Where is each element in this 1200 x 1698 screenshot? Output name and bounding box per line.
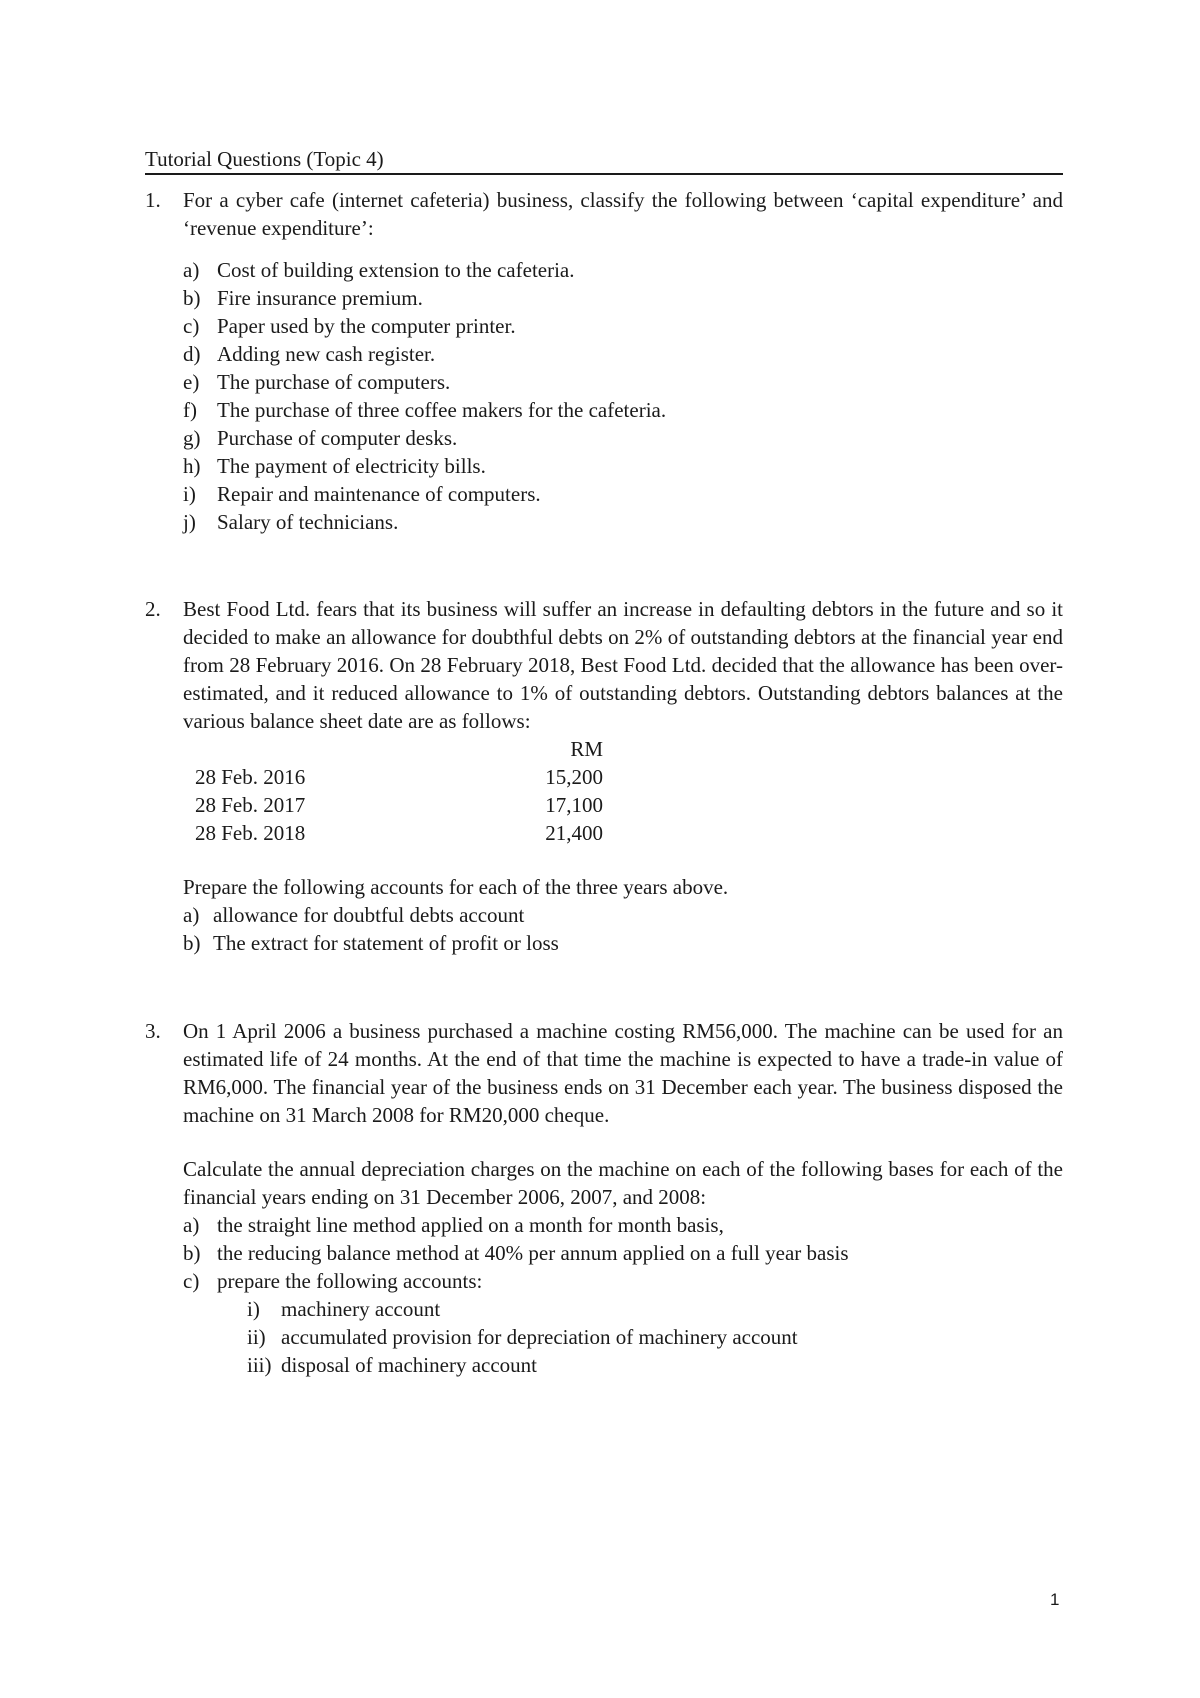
list-item (183, 929, 1063, 957)
question-instruction: Prepare the following accounts for each of the three years above. (183, 875, 729, 899)
item-label: a) (183, 903, 200, 927)
item-text: Purchase of computer desks. (217, 426, 458, 450)
list-item (183, 452, 1063, 480)
list-item (247, 1351, 1063, 1379)
item-label: ii) (247, 1325, 266, 1349)
item-label: e) (183, 370, 200, 394)
question-intro: For a cyber cafe (internet cafeteria) business, classify the following between ‘capital expenditure’ and ‘revenue expenditure’: (183, 188, 1063, 240)
item-label: b) (183, 286, 201, 310)
list-item (183, 256, 1063, 284)
balance-amount: 15,200 (545, 765, 603, 789)
item-label: d) (183, 342, 201, 366)
balance-amount: 17,100 (545, 793, 603, 817)
question-number: 2. (145, 597, 161, 621)
item-text: Fire insurance premium. (217, 286, 423, 310)
item-label: f) (183, 398, 197, 422)
list-item (247, 1323, 1063, 1351)
list-item (183, 368, 1063, 396)
item-text: The purchase of computers. (217, 370, 451, 394)
item-label: c) (183, 314, 200, 338)
list-item (183, 312, 1063, 340)
item-text: Repair and maintenance of computers. (217, 482, 541, 506)
item-label: a) (183, 258, 200, 282)
balance-date: 28 Feb. 2017 (195, 793, 306, 817)
question-3 (145, 1017, 1063, 1379)
item-label: h) (183, 454, 201, 478)
item-label: i) (183, 482, 196, 506)
list-item (183, 1267, 1063, 1295)
item-text: The purchase of three coffee makers for the cafeteria. (217, 398, 667, 422)
classification-list (183, 256, 1063, 536)
question-number: 3. (145, 1019, 161, 1043)
currency-header: RM (570, 737, 603, 761)
item-label: c) (183, 1269, 200, 1293)
item-label: g) (183, 426, 201, 450)
question-2 (145, 595, 1063, 957)
list-item (183, 1211, 1063, 1239)
list-item (183, 1239, 1063, 1267)
item-label: j) (183, 510, 196, 534)
list-item (183, 901, 1063, 929)
item-text: The payment of electricity bills. (217, 454, 486, 478)
item-text: Adding new cash register. (217, 342, 436, 366)
question-intro: On 1 April 2006 a business purchased a machine costing RM56,000. The machine can be used for an estimated life of 24 months. At the end of that time the machine is expected to have a trade-in value of RM6,000. The financial year of the business ends on 31 December each year. The business disposed the machine on 31 March 2008 for RM20,000 cheque. (183, 1019, 1063, 1127)
item-text: allowance for doubtful debts account (213, 903, 525, 927)
list-item (247, 1295, 1063, 1323)
balance-date: 28 Feb. 2018 (195, 821, 306, 845)
item-text: disposal of machinery account (281, 1353, 537, 1377)
item-text: Paper used by the computer printer. (217, 314, 516, 338)
list-item (183, 508, 1063, 536)
item-text: The extract for statement of profit or loss (213, 931, 559, 955)
table-row (183, 819, 603, 847)
accounts-list (183, 901, 1063, 957)
debtors-table (183, 735, 603, 847)
accounts-sublist (247, 1295, 1063, 1379)
item-label: i) (247, 1297, 260, 1321)
question-number: 1. (145, 188, 161, 212)
table-header-row (183, 735, 603, 763)
page-number: 1 (1050, 1590, 1060, 1609)
balance-amount: 21,400 (545, 821, 603, 845)
page-title: Tutorial Questions (Topic 4) (145, 147, 1063, 175)
item-label: iii) (247, 1353, 272, 1377)
table-row (183, 791, 603, 819)
item-text: Salary of technicians. (217, 510, 399, 534)
item-label: b) (183, 931, 201, 955)
list-item (183, 424, 1063, 452)
list-item (183, 480, 1063, 508)
list-item (183, 396, 1063, 424)
table-row (183, 763, 603, 791)
question-instruction: Calculate the annual depreciation charges on the machine on each of the following bases for each of the financial years ending on 31 December 2006, 2007, and 2008: (183, 1157, 1063, 1209)
item-text: the straight line method applied on a month for month basis, (217, 1213, 724, 1237)
list-item (183, 284, 1063, 312)
question-intro: Best Food Ltd. fears that its business will suffer an increase in defaulting debtors in the future and so it decided to make an allowance for doubthful debts on 2% of outstanding debtors at the financial year end from 28 February 2016. On 28 February 2018, Best Food Ltd. decided that the allowance has been over-estimated, and it reduced allowance to 1% of outstanding debtors. Outstanding debtors balances at the various balance sheet date are as follows: (183, 597, 1063, 733)
methods-list (183, 1211, 1063, 1295)
item-text: Cost of building extension to the cafeteria. (217, 258, 575, 282)
question-1 (145, 186, 1063, 536)
item-text: machinery account (281, 1297, 441, 1321)
list-item (183, 340, 1063, 368)
item-text: the reducing balance method at 40% per annum applied on a full year basis (217, 1241, 849, 1265)
item-label: b) (183, 1241, 201, 1265)
item-text: prepare the following accounts: (217, 1269, 483, 1293)
item-text: accumulated provision for depreciation of machinery account (281, 1325, 798, 1349)
balance-date: 28 Feb. 2016 (195, 765, 306, 789)
item-label: a) (183, 1213, 200, 1237)
